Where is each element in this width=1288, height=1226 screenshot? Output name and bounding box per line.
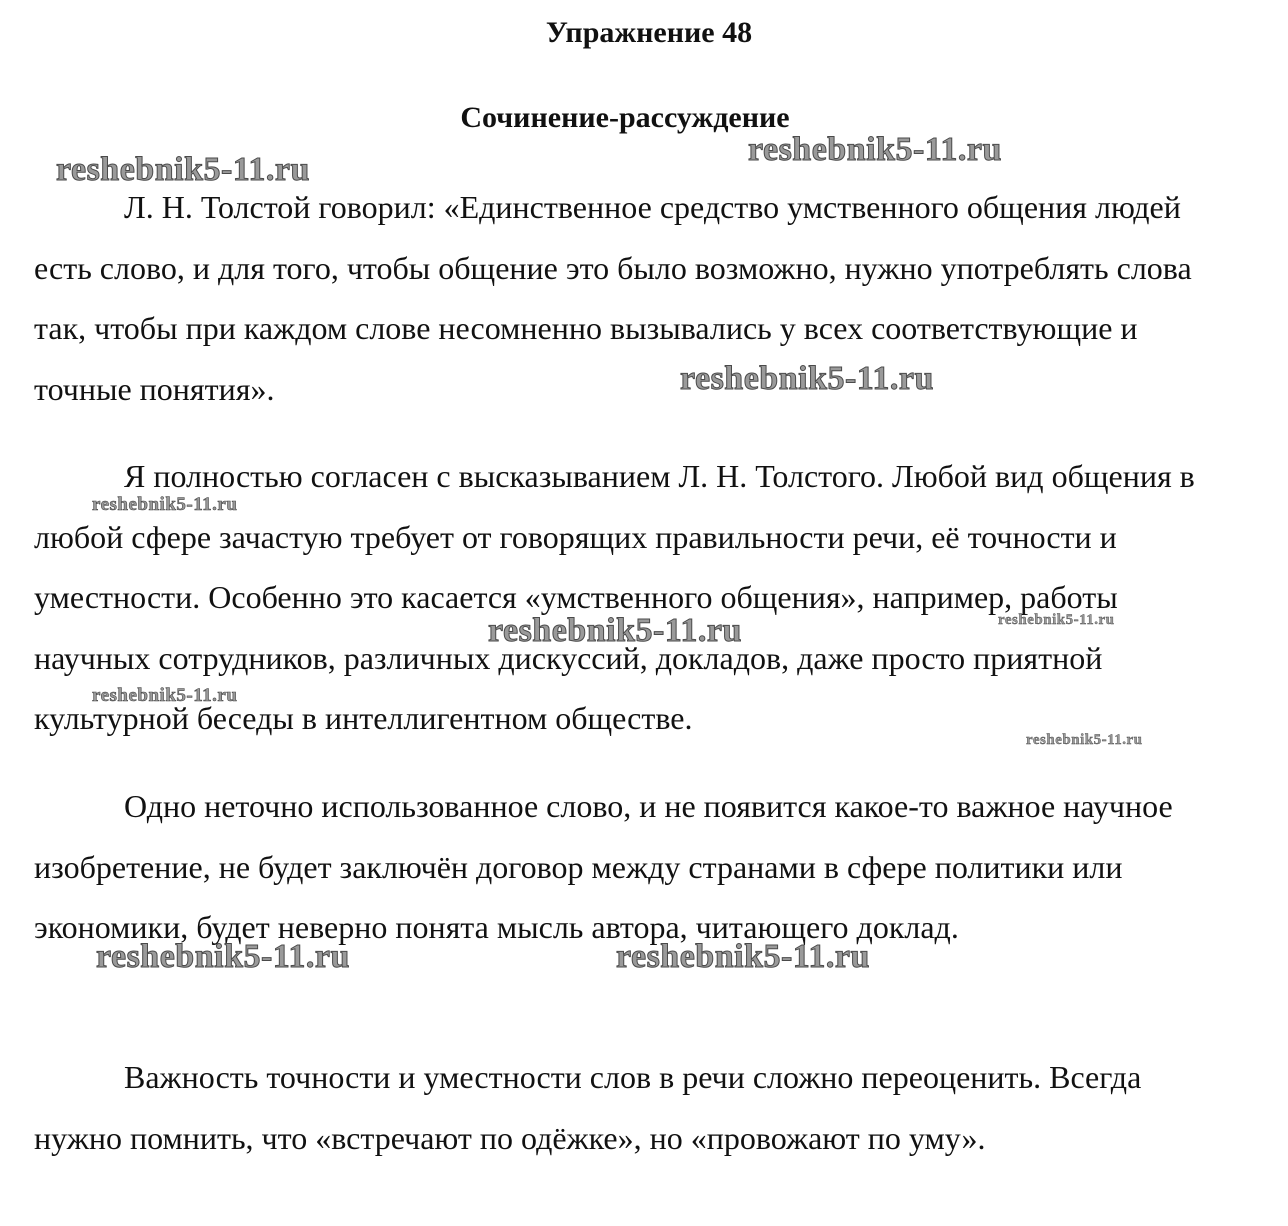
watermark: reshebnik5-11.ru xyxy=(680,360,934,397)
watermark: reshebnik5-11.ru xyxy=(96,938,350,975)
watermark: reshebnik5-11.ru xyxy=(616,938,870,975)
watermark: reshebnik5-11.ru xyxy=(56,151,310,188)
paragraph-2: Я полностью согласен с высказыванием Л. Н. Толстого. Любой вид общения в любой сфере зачастую требует от говорящих правильности речи, её точности и уместности. Особенно это касается «умственного общения», например, работы научных сотрудников, различных дискуссий, докладов, даже просто приятной культурной беседы в интеллигентном обществе. xyxy=(34,458,1195,736)
paragraph-3: Одно неточно использованное слово, и не появится какое-то важное научное изобретение, не будет заключён договор между странами в сфере политики или экономики, будет неверно понята мысль автора, читающего доклад. xyxy=(34,788,1173,945)
watermark: reshebnik5-11.ru xyxy=(92,685,238,706)
page-subtitle: Сочинение-рассуждение xyxy=(460,101,790,134)
watermark: reshebnik5-11.ru xyxy=(998,612,1115,628)
paragraph-4: Важность точности и уместности слов в речи сложно переоценить. Всегда нужно помнить, что «встречают по одёжке», но «провожают по уму». xyxy=(34,1059,1142,1156)
watermark: reshebnik5-11.ru xyxy=(92,494,238,515)
paragraph-1: Л. Н. Толстой говорил: «Единственное средство умственного общения людей есть слово, и для того, чтобы общение это было возможно, нужно употреблять слова так, чтобы при каждом слове несомненно вызывались у всех соответствующие и точные понятия». xyxy=(34,189,1192,407)
watermark: reshebnik5-11.ru xyxy=(1026,732,1143,748)
page-title: Упражнение 48 xyxy=(545,16,753,49)
watermark: reshebnik5-11.ru xyxy=(488,612,742,649)
watermark: reshebnik5-11.ru xyxy=(748,131,1002,168)
